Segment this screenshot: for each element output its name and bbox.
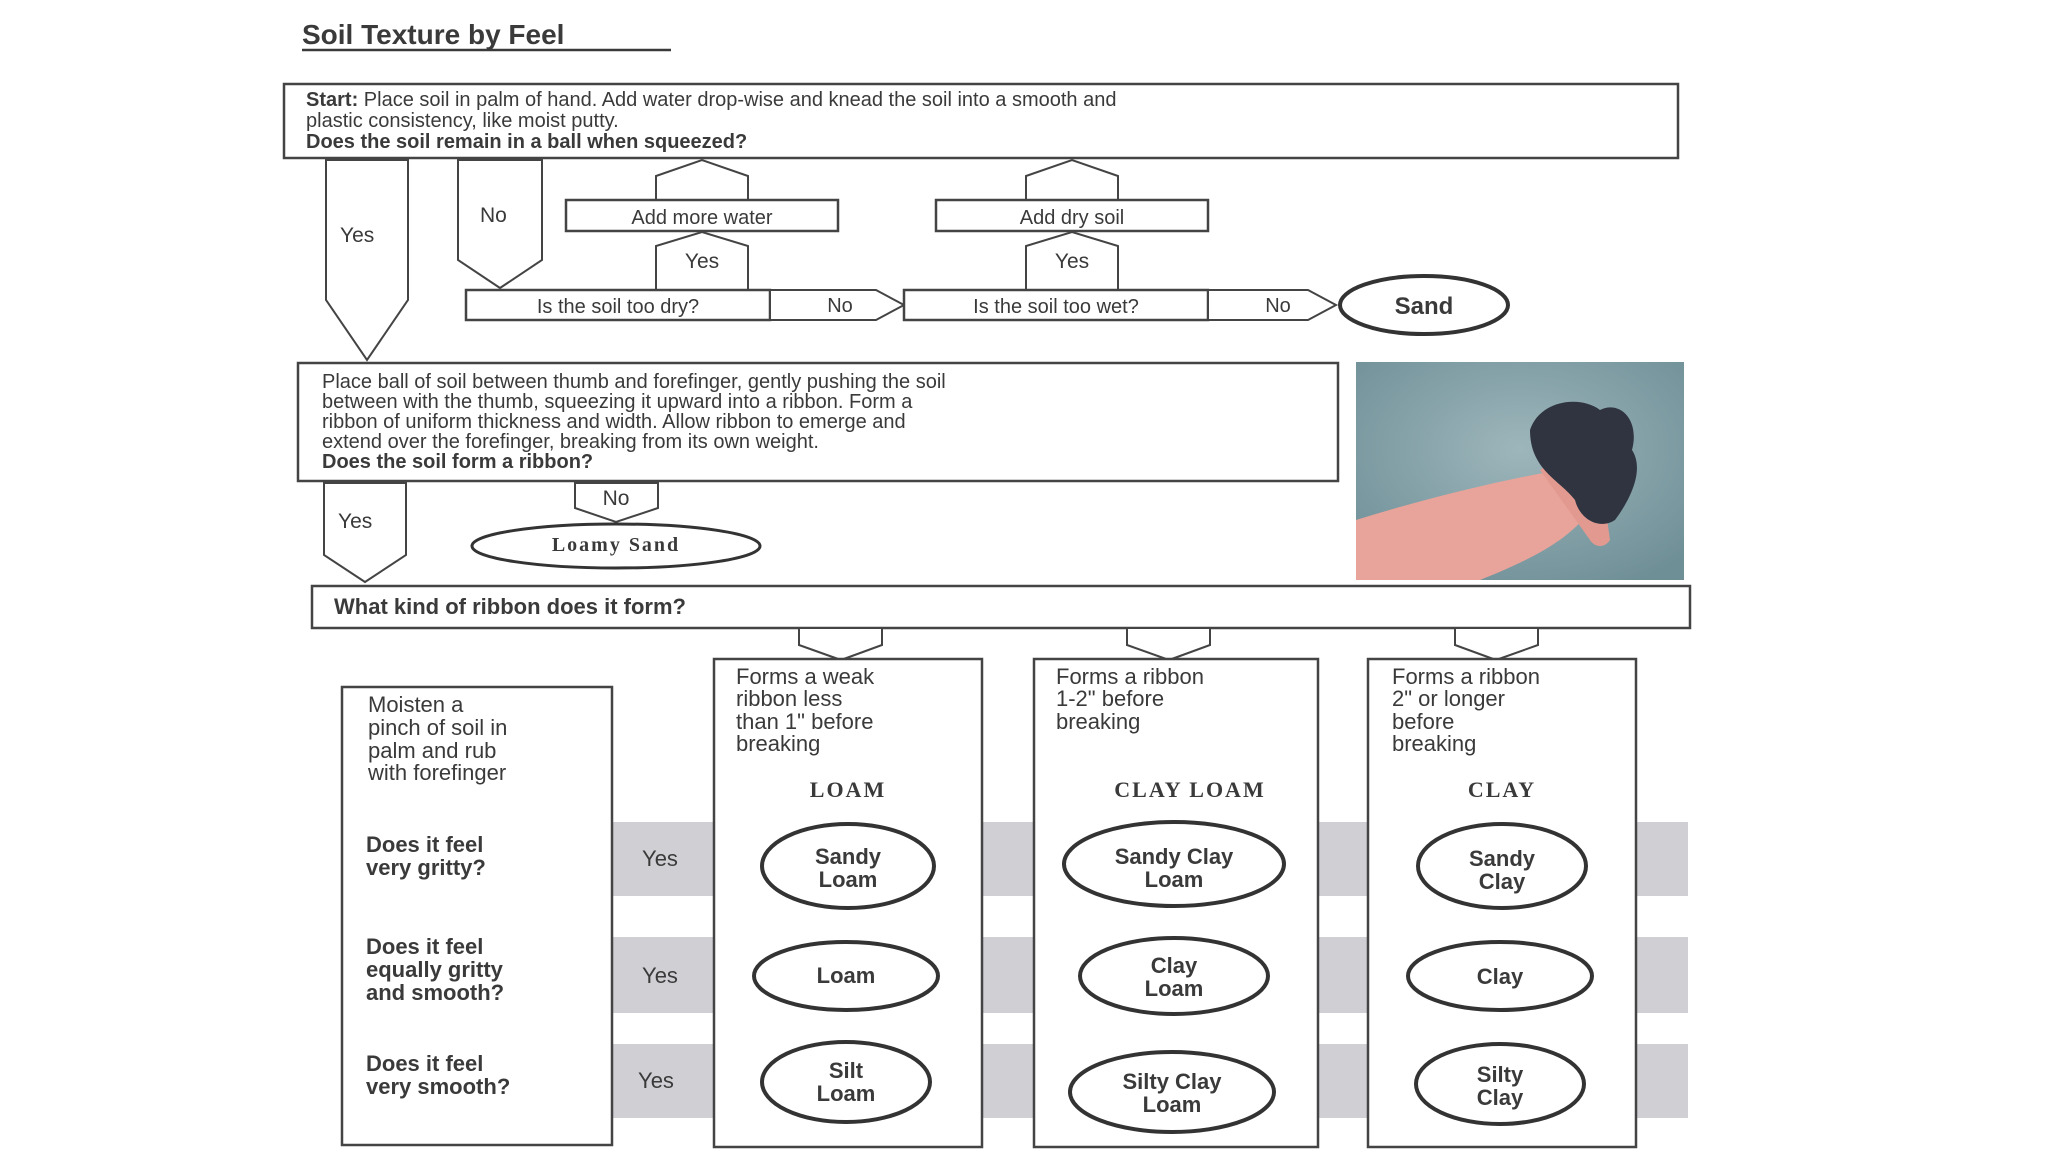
- ribbon-line3: ribbon of uniform thickness and width. Allow ribbon to emerge and: [322, 411, 906, 433]
- sandy-loam-line2: Loam: [818, 867, 878, 892]
- start-text-line1: [306, 89, 1116, 111]
- start-label: Start:: [306, 89, 359, 111]
- drysoil-up-arrow: [1026, 160, 1118, 200]
- clay-column: [1368, 659, 1636, 1147]
- loam-heading: LOAM: [809, 777, 887, 802]
- clay-loam-heading: CLAY LOAM: [1114, 777, 1266, 802]
- too-wet-question: Is the soil too wet?: [973, 296, 1139, 318]
- loam-desc-line4: breaking: [736, 731, 821, 756]
- moisten-line4: with forefinger: [368, 760, 507, 785]
- too-dry-question: Is the soil too dry?: [536, 296, 700, 318]
- loam-desc-line1: Forms a weak: [736, 664, 875, 689]
- too-wet-no-label: No: [1265, 295, 1291, 317]
- smooth-q-line2: very smooth?: [366, 1074, 511, 1099]
- equal-q-line2: equally gritty: [366, 957, 503, 982]
- silty-clay-line1: Silty: [1476, 1062, 1524, 1087]
- clayloam-desc-line1: Forms a ribbon: [1056, 664, 1204, 689]
- too-wet-yes-label: Yes: [1054, 250, 1090, 273]
- add-water-label: Add more water: [631, 207, 773, 229]
- sandy-clay-line1: Sandy: [1468, 846, 1536, 871]
- silty-clay-loam-line1: Silty Clay: [1122, 1069, 1222, 1094]
- clay-down-arrow: [1455, 628, 1538, 660]
- clay-desc-line4: breaking: [1392, 731, 1477, 756]
- add-dry-soil-label: Add dry soil: [1019, 207, 1125, 229]
- ribbon-kind-question: What kind of ribbon does it form?: [334, 594, 686, 619]
- clay-loam-line2: Loam: [1144, 976, 1204, 1001]
- loam-desc-line2: ribbon less: [736, 686, 843, 711]
- silt-loam-line2: Loam: [816, 1081, 876, 1106]
- equal-q-line3: and smooth?: [366, 980, 505, 1005]
- moisten-line2: pinch of soil in: [368, 715, 508, 740]
- ball-yes-arrow: [326, 160, 408, 360]
- moisten-line3: palm and rub: [368, 738, 497, 763]
- clay-desc-line1: Forms a ribbon: [1392, 664, 1540, 689]
- sandy-loam-line1: Sandy: [814, 844, 882, 869]
- silt-loam-line1: Silt: [828, 1058, 864, 1083]
- gritty-yes-label: Yes: [642, 846, 678, 871]
- hand-soil-photo: [1356, 362, 1684, 580]
- too-dry-yes-label: Yes: [684, 250, 720, 273]
- ribbon-question: Does the soil form a ribbon?: [322, 451, 594, 473]
- sandy-clay-line2: Clay: [1478, 869, 1526, 894]
- smooth-q-line1: Does it feel: [366, 1051, 484, 1076]
- moisten-line1: Moisten a: [368, 692, 464, 717]
- clay-desc-line3: before: [1392, 709, 1455, 734]
- ribbon-line4: extend over the forefinger, breaking from its own weight.: [322, 431, 819, 453]
- clayloam-down-arrow: [1127, 628, 1210, 660]
- loam-column: [714, 659, 982, 1147]
- loam-down-arrow: [799, 628, 882, 660]
- loam-desc-line3: than 1" before: [736, 709, 874, 734]
- equal-yes-label: Yes: [642, 963, 678, 988]
- start-line2: plastic consistency, like moist putty.: [306, 110, 619, 132]
- clay-loam-column: [1034, 659, 1318, 1147]
- start-line1: Place soil in palm of hand. Add water drop-wise and knead the soil into a smooth and: [358, 89, 1117, 111]
- smooth-yes-label: Yes: [638, 1068, 674, 1093]
- ribbon-no-label: No: [602, 487, 630, 510]
- gritty-q-line2: very gritty?: [366, 855, 486, 880]
- too-dry-no-label: No: [827, 295, 853, 317]
- ribbon-line1: Place ball of soil between thumb and forefinger, gently pushing the soil: [322, 371, 946, 393]
- loam-result-label: Loam: [816, 963, 876, 988]
- ball-yes-label: Yes: [340, 224, 375, 247]
- clay-desc-line2: 2" or longer: [1392, 686, 1505, 711]
- clay-heading: CLAY: [1467, 777, 1537, 802]
- ribbon-line2: between with the thumb, squeezing it upward into a ribbon. Form a: [322, 391, 913, 413]
- sandy-clay-loam-line2: Loam: [1144, 867, 1204, 892]
- start-question: Does the soil remain in a ball when squeezed?: [306, 131, 748, 153]
- sandy-clay-loam-line1: Sandy Clay: [1114, 844, 1234, 869]
- ribbon-yes-label: Yes: [338, 510, 373, 533]
- equal-q-line1: Does it feel: [366, 934, 484, 959]
- ball-no-label: No: [480, 204, 507, 227]
- clay-result-label: Clay: [1476, 964, 1524, 989]
- clayloam-desc-line3: breaking: [1056, 709, 1141, 734]
- clayloam-desc-line2: 1-2" before: [1056, 686, 1165, 711]
- page-title: Soil Texture by Feel: [302, 19, 565, 50]
- loamy-sand-label: Loamy Sand: [551, 534, 681, 556]
- water-up-arrow: [656, 160, 748, 200]
- gritty-q-line1: Does it feel: [366, 832, 484, 857]
- silty-clay-loam-line2: Loam: [1142, 1092, 1202, 1117]
- sand-label: Sand: [1394, 293, 1454, 320]
- silty-clay-line2: Clay: [1476, 1085, 1524, 1110]
- clay-loam-line1: Clay: [1150, 953, 1198, 978]
